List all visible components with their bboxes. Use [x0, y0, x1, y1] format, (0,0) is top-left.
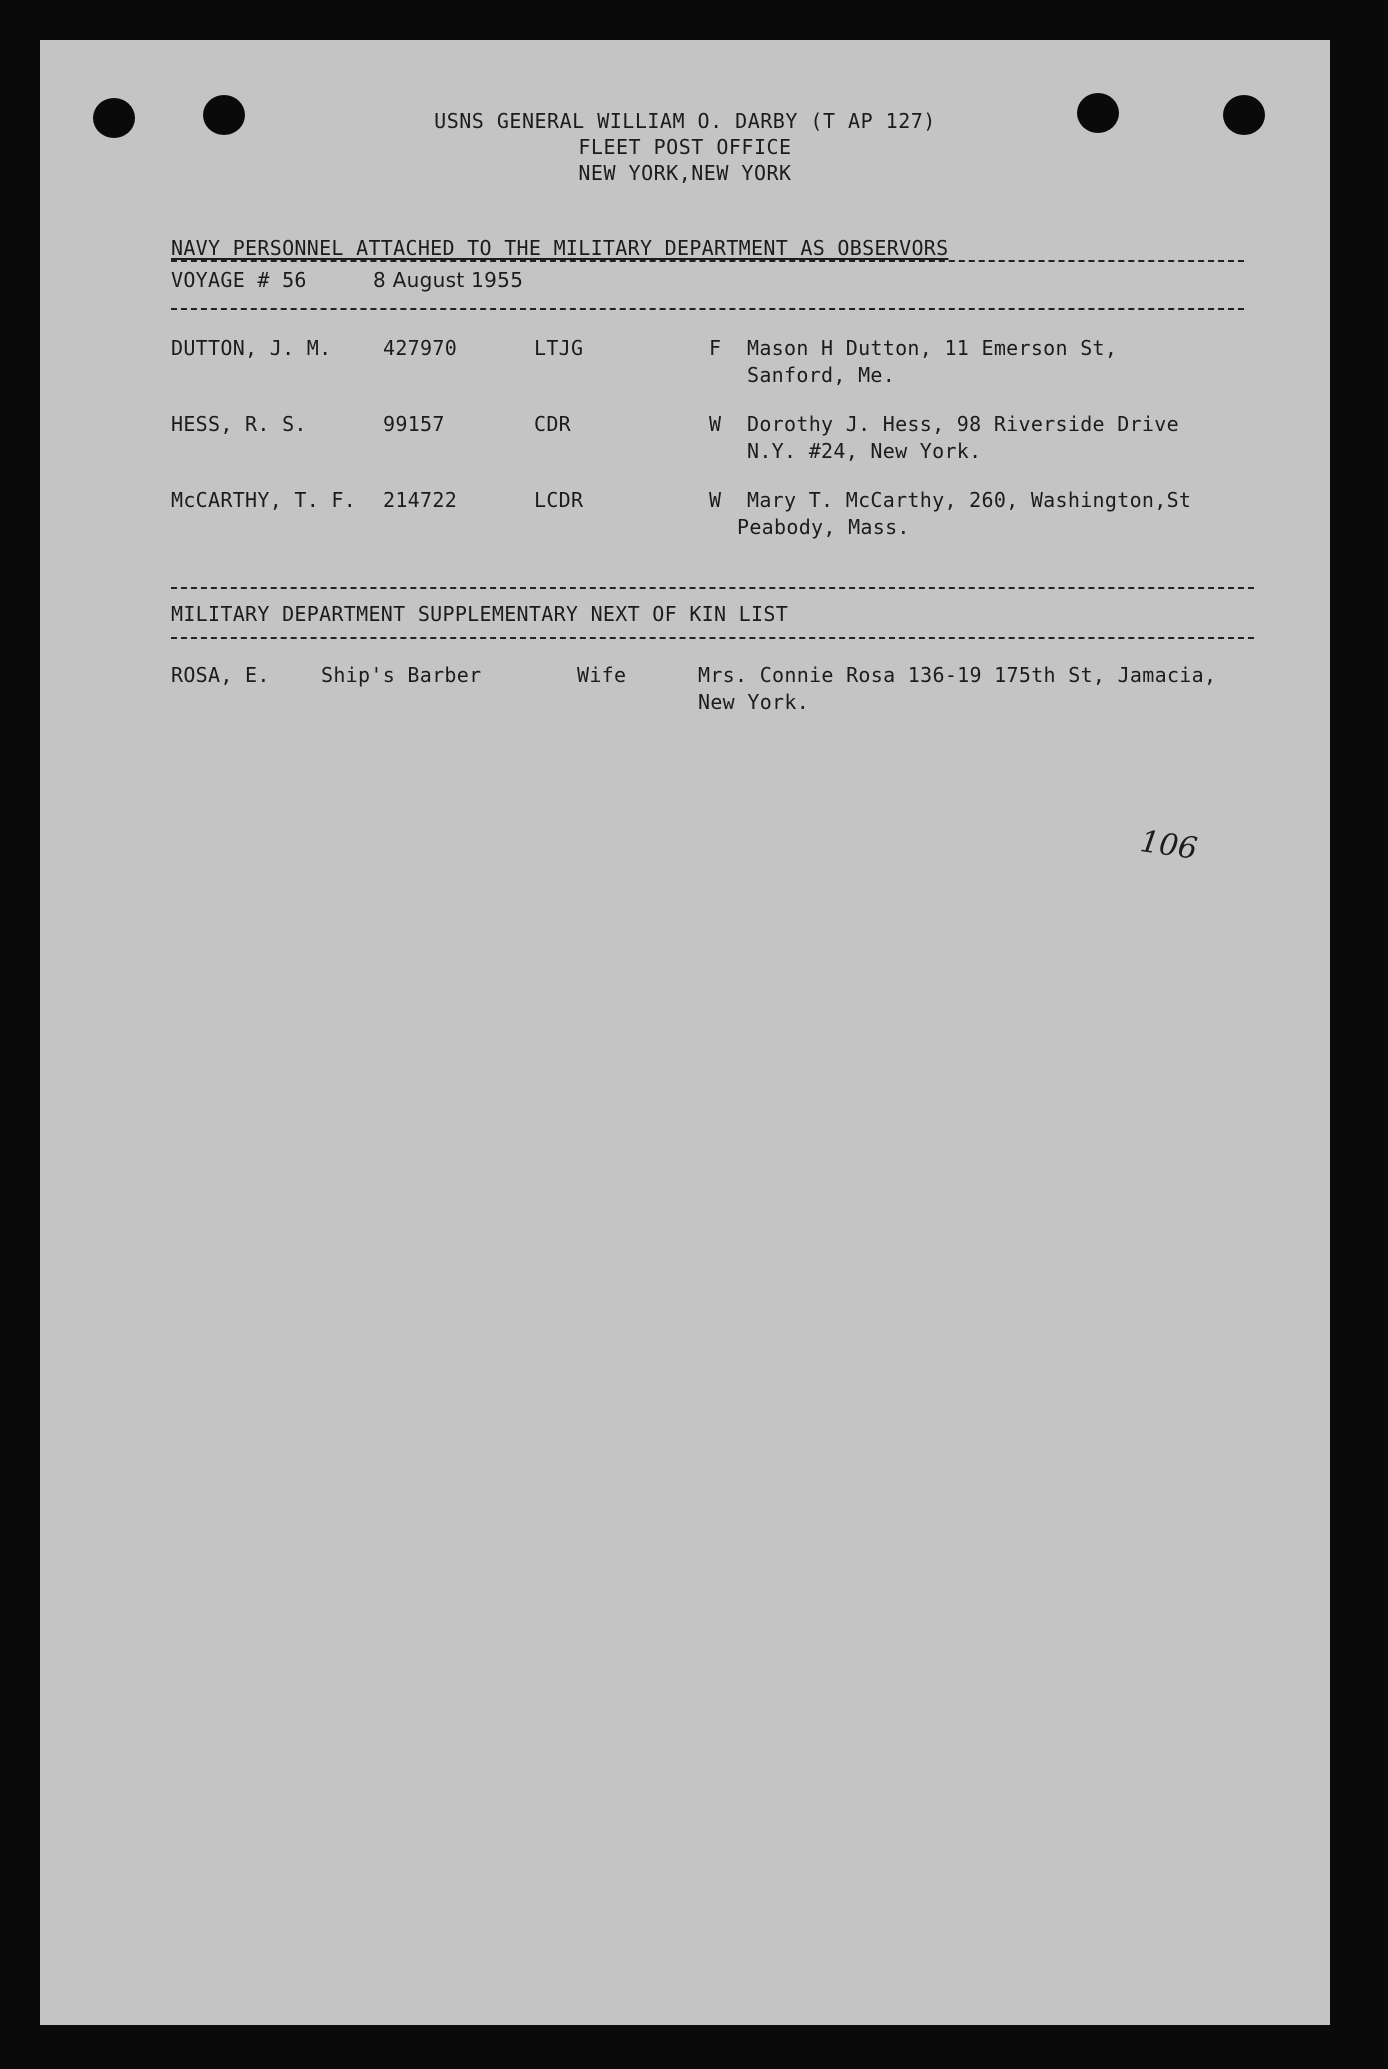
table-row-address-line1: Mrs. Connie Rosa 136-19 175th St, Jamacia,	[698, 663, 1217, 687]
header	[40, 108, 1330, 186]
page-number: 106	[1137, 824, 1200, 867]
table-row-role: Ship's Barber	[321, 663, 482, 687]
section1-title-rule	[171, 260, 1244, 262]
table-row-address-line1: Mason H Dutton, 11 Emerson St,	[747, 336, 1118, 360]
table-row-number: 214722	[383, 488, 458, 512]
table-row-relation: F	[709, 336, 722, 360]
table-row-number: 427970	[383, 336, 458, 360]
table-row-address-line1: Dorothy J. Hess, 98 Riverside Drive	[747, 412, 1179, 436]
table-row-address-line2: Peabody, Mass.	[737, 515, 910, 539]
voyage-date: 8 August 1955	[373, 268, 524, 292]
table-row-address-line2: New York.	[698, 690, 810, 714]
table-row-name: HESS, R. S.	[171, 412, 307, 436]
section1-title: NAVY PERSONNEL ATTACHED TO THE MILITARY DEPARTMENT AS OBSERVORS	[171, 236, 949, 260]
table-row-rank: LCDR	[534, 488, 584, 512]
header-ship-name: USNS GENERAL WILLIAM O. DARBY (T AP 127)	[434, 109, 936, 133]
table-row-name: DUTTON, J. M.	[171, 336, 332, 360]
table-row-rank: LTJG	[534, 336, 584, 360]
section2-title: MILITARY DEPARTMENT SUPPLEMENTARY NEXT OF KIN LIST	[171, 602, 789, 626]
table-row-name: ROSA, E.	[171, 663, 270, 687]
table-row-address-line2: Sanford, Me.	[747, 363, 896, 387]
voyage-number: VOYAGE # 56	[171, 268, 307, 292]
section1-header-rule	[171, 308, 1244, 310]
table-row-relation: W	[709, 488, 722, 512]
table-row-address-line1: Mary T. McCarthy, 260, Washington,St	[747, 488, 1192, 512]
table-row-number: 99157	[383, 412, 445, 436]
table-row-relation: Wife	[577, 663, 627, 687]
table-row-relation: W	[709, 412, 722, 436]
table-row-rank: CDR	[534, 412, 572, 436]
header-post-office: FLEET POST OFFICE	[578, 135, 792, 159]
header-location: NEW YORK,NEW YORK	[578, 161, 792, 185]
section2-top-rule	[171, 587, 1254, 589]
table-row-address-line2: N.Y. #24, New York.	[747, 439, 982, 463]
document-page	[40, 40, 1330, 2025]
table-row-name: McCARTHY, T. F.	[171, 488, 357, 512]
section2-title-rule	[171, 637, 1254, 639]
